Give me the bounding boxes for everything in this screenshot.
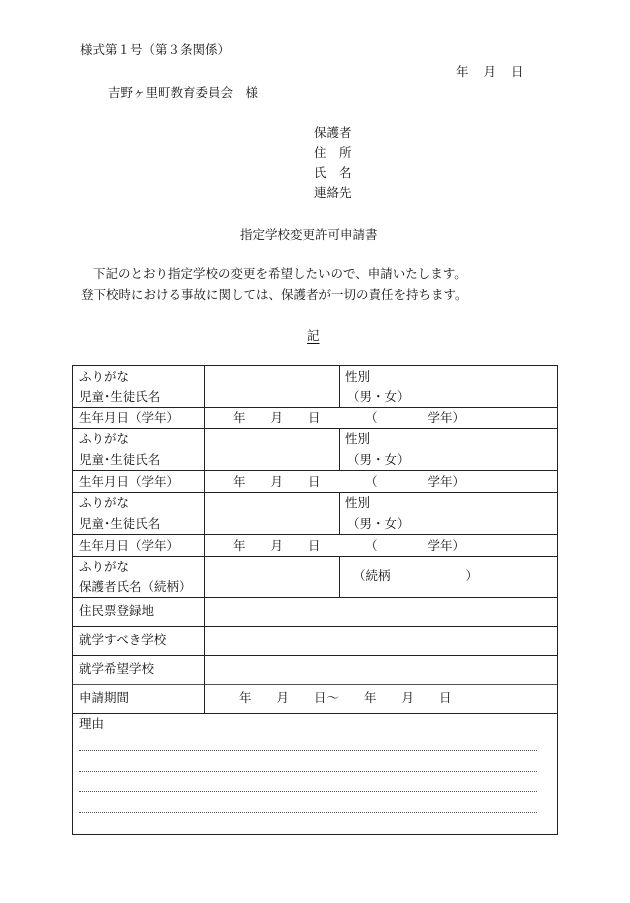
furigana-label-1: ふりがな [79, 369, 130, 384]
gender-label-2: 性別 [345, 431, 371, 446]
body-text [81, 266, 468, 310]
child-name-label-2: 児童･生徒氏名 [79, 452, 161, 467]
gender-options-2: （男・女） [347, 452, 410, 467]
relation-field: （続柄 ） [353, 568, 479, 583]
guardian-name-label: 保護者氏名（続柄） [79, 579, 192, 594]
child-name-label-3: 児童･生徒氏名 [79, 516, 161, 531]
date-month-label: 月 [483, 64, 497, 79]
reason-line-2 [79, 771, 537, 772]
document-title: 指定学校変更許可申請書 [240, 227, 378, 242]
body-line-1: 下記のとおり指定学校の変更を希望したいので、申請いたします。 [93, 266, 467, 281]
dob-value-2: 年 月 日 [233, 474, 321, 489]
grade-field-3: （ 学年） [365, 538, 466, 553]
grade-field-1: （ 学年） [365, 410, 466, 425]
gender-label-3: 性別 [345, 495, 371, 510]
grade-field-2: （ 学年） [365, 474, 466, 489]
guardian-label: 保護者 [314, 125, 352, 140]
desired-school-label: 就学希望学校 [79, 661, 155, 676]
dob-value-1: 年 月 日 [233, 410, 321, 425]
dob-label-2: 生年月日（学年） [79, 474, 180, 489]
assigned-school-label: 就学すべき学校 [79, 632, 167, 647]
ki-heading: 記 [307, 328, 320, 343]
date-day-label: 日 [511, 64, 524, 79]
contact-label: 連絡先 [314, 185, 352, 200]
reason-line-1 [79, 750, 537, 751]
dob-value-3: 年 月 日 [233, 538, 321, 553]
child-name-label-1: 児童･生徒氏名 [79, 389, 161, 404]
application-date [456, 66, 524, 79]
dob-label-1: 生年月日（学年） [79, 410, 180, 425]
date-year-label: 年 [456, 64, 469, 79]
furigana-label-guardian: ふりがな [79, 559, 130, 574]
addressee: 吉野ヶ里町教育委員会 様 [108, 85, 259, 100]
address-label: 住 所 [314, 145, 352, 160]
gender-options-3: （男・女） [347, 516, 410, 531]
reason-label: 理由 [79, 716, 105, 731]
registered-address-label: 住民票登録地 [79, 603, 155, 618]
dob-label-3: 生年月日（学年） [79, 538, 180, 553]
form-number: 様式第１号（第３条関係） [80, 42, 231, 57]
gender-label-1: 性別 [345, 369, 371, 384]
reason-line-3 [79, 791, 537, 792]
furigana-label-3: ふりがな [79, 495, 130, 510]
name-label: 氏 名 [314, 165, 352, 180]
reason-line-4 [79, 812, 537, 813]
furigana-label-2: ふりがな [79, 431, 130, 446]
body-line-2: 登下校時における事故に関しては、保護者が一切の責任を持ちます。 [81, 287, 468, 302]
period-value: 年 月 日～ 年 月 日 [239, 690, 452, 705]
applicant-block [314, 126, 352, 206]
gender-options-1: （男・女） [347, 389, 410, 404]
application-table [72, 365, 558, 835]
period-label: 申請期間 [79, 690, 130, 705]
